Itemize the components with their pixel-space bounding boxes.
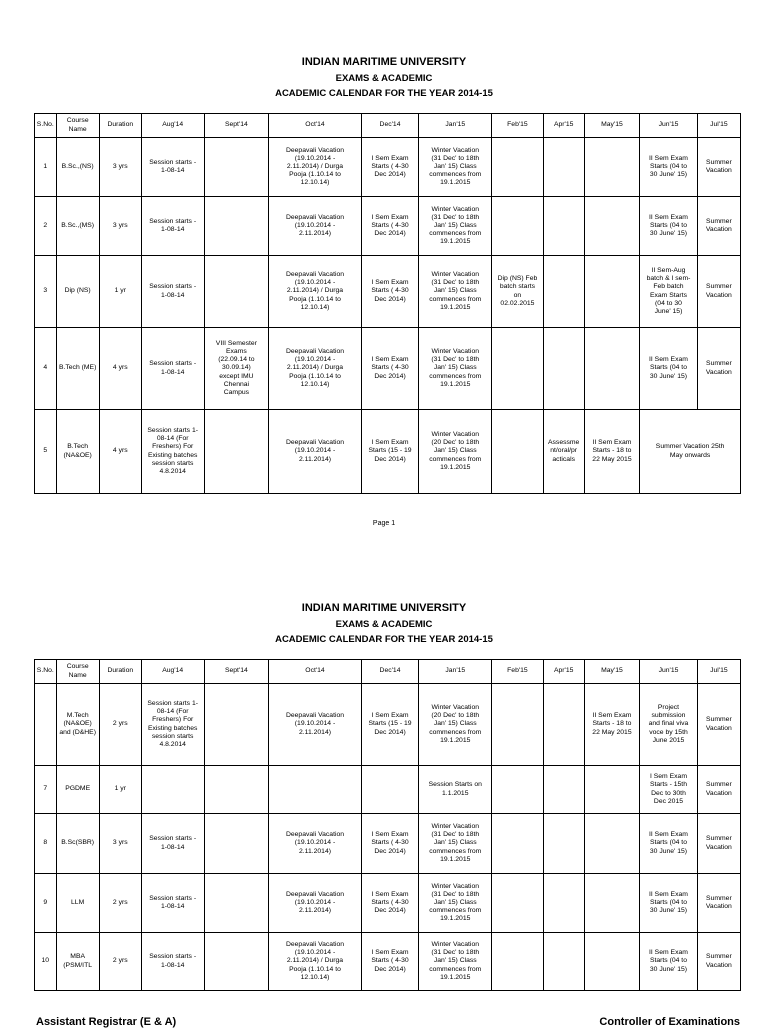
column-header-apr: Apr'15 (543, 660, 584, 684)
cell-sno: 8 (35, 814, 57, 874)
cell-apr (543, 684, 584, 766)
cell-duration: 4 yrs (99, 328, 141, 410)
cell-dec: I Sem Exam Starts ( 4-30 Dec 2014) (361, 256, 419, 328)
cell-course: Dip (NS) (56, 256, 99, 328)
cell-dec: I Sem Exam Starts (15 - 19 Dec 2014) (361, 684, 419, 766)
column-header-jun: Jun'15 (640, 114, 698, 138)
cell-sept (204, 684, 269, 766)
column-header-jan: Jan'15 (419, 114, 492, 138)
cell-sno: 5 (35, 410, 57, 494)
cell-oct: Deepavali Vacation (19.10.2014 - 2.11.2014) / Durga Pooja (1.10.14 to 12.10.14) (269, 933, 361, 991)
cell-jan: Winter Vacation (31 Dec' to 18th Jan' 15) Class commences from 19.1.2015 (419, 256, 492, 328)
calendar-title: ACADEMIC CALENDAR FOR THE YEAR 2014-15 (275, 88, 493, 99)
cell-dec: I Sem Exam Starts (15 - 19 Dec 2014) (361, 410, 419, 494)
cell-oct: Deepavali Vacation (19.10.2014 - 2.11.2014) / Durga Pooja (1.10.14 to 12.10.14) (269, 328, 361, 410)
cell-sno: 1 (35, 138, 57, 197)
cell-aug: Session starts - 1-08-14 (141, 814, 204, 874)
column-header-course: Course Name (56, 660, 99, 684)
cell-sept (204, 138, 269, 197)
cell-oct: Deepavali Vacation (19.10.2014 - 2.11.2014) (269, 197, 361, 256)
cell-apr (543, 328, 584, 410)
cell-aug: Session starts 1- 08-14 (For Freshers) For Existing batches session starts 4.8.2014 (141, 410, 204, 494)
cell-jul: Summer Vacation (697, 874, 740, 933)
cell-aug: Session starts - 1-08-14 (141, 933, 204, 991)
cell-may (584, 328, 639, 410)
table-row (35, 684, 741, 766)
cell-may (584, 197, 639, 256)
cell-sept (204, 256, 269, 328)
column-header-jul: Jul'15 (697, 114, 740, 138)
column-header-oct: Oct'14 (269, 660, 361, 684)
column-header-oct: Oct'14 (269, 114, 361, 138)
cell-jun: II Sem Exam Starts (04 to 30 June' 15) (640, 933, 698, 991)
cell-jul: Summer Vacation (697, 328, 740, 410)
cell-apr (543, 814, 584, 874)
cell-jul: Summer Vacation (697, 766, 740, 814)
cell-may (584, 933, 639, 991)
cell-may (584, 814, 639, 874)
cell-sept (204, 766, 269, 814)
table-row (35, 256, 741, 328)
cell-jan: Winter Vacation (31 Dec' to 18th Jan' 15) Class commences from 19.1.2015 (419, 874, 492, 933)
department-title: EXAMS & ACADEMIC (335, 73, 433, 84)
cell-jan: Session Starts on 1.1.2015 (419, 766, 492, 814)
cell-dec: I Sem Exam Starts ( 4-30 Dec 2014) (361, 933, 419, 991)
column-header-sno: S.No. (35, 114, 57, 138)
column-header-jul: Jul'15 (697, 660, 740, 684)
cell-feb (492, 933, 543, 991)
cell-aug: Session starts - 1-08-14 (141, 138, 204, 197)
cell-may (584, 256, 639, 328)
controller-signature: Controller of Examinations (599, 1016, 740, 1028)
cell-sno: 10 (35, 933, 57, 991)
cell-oct: Deepavali Vacation (19.10.2014 - 2.11.2014) (269, 410, 361, 494)
cell-jun: II Sem Exam Starts (04 to 30 June' 15) (640, 814, 698, 874)
cell-oct (269, 766, 361, 814)
header-row (35, 114, 741, 138)
cell-feb (492, 684, 543, 766)
column-header-apr: Apr'15 (543, 114, 584, 138)
cell-apr (543, 256, 584, 328)
cell-duration: 2 yrs (99, 684, 141, 766)
cell-apr (543, 874, 584, 933)
cell-duration: 2 yrs (99, 874, 141, 933)
cell-may: II Sem Exam Starts - 18 to 22 May 2015 (584, 684, 639, 766)
cell-feb (492, 328, 543, 410)
column-header-sept: Sept'14 (204, 114, 269, 138)
cell-jul: Summer Vacation (697, 933, 740, 991)
cell-apr (543, 138, 584, 197)
cell-feb (492, 874, 543, 933)
column-header-may: May'15 (584, 660, 639, 684)
cell-duration: 3 yrs (99, 138, 141, 197)
cell-oct: Deepavali Vacation (19.10.2014 - 2.11.2014) / Durga Pooja (1.10.14 to 12.10.14) (269, 138, 361, 197)
cell-jun-jul: Summer Vacation 25th May onwards (640, 410, 741, 494)
cell-oct: Deepavali Vacation (19.10.2014 - 2.11.2014) (269, 684, 361, 766)
cell-course: B.Sc.,(NS) (56, 138, 99, 197)
column-header-aug: Aug'14 (141, 114, 204, 138)
cell-may (584, 874, 639, 933)
cell-jan: Winter Vacation (31 Dec' to 18th Jan' 15) Class commences from 19.1.2015 (419, 197, 492, 256)
cell-oct: Deepavali Vacation (19.10.2014 - 2.11.2014) (269, 874, 361, 933)
table-row (35, 814, 741, 874)
column-header-jan: Jan'15 (419, 660, 492, 684)
column-header-sept: Sept'14 (204, 660, 269, 684)
cell-aug (141, 766, 204, 814)
cell-oct: Deepavali Vacation (19.10.2014 - 2.11.2014) / Durga Pooja (1.10.14 to 12.10.14) (269, 256, 361, 328)
cell-jan: Winter Vacation (31 Dec' to 18th Jan' 15) Class commences from 19.1.2015 (419, 138, 492, 197)
column-header-jun: Jun'15 (640, 660, 698, 684)
cell-sno: 7 (35, 766, 57, 814)
cell-jul: Summer Vacation (697, 197, 740, 256)
cell-sno: 3 (35, 256, 57, 328)
cell-apr (543, 766, 584, 814)
column-header-aug: Aug'14 (141, 660, 204, 684)
cell-oct: Deepavali Vacation (19.10.2014 - 2.11.2014) (269, 814, 361, 874)
cell-course: MBA (PSM/ITL (56, 933, 99, 991)
cell-aug: Session starts - 1-08-14 (141, 874, 204, 933)
cell-duration: 3 yrs (99, 814, 141, 874)
cell-may (584, 766, 639, 814)
cell-sno: 9 (35, 874, 57, 933)
cell-apr (543, 197, 584, 256)
cell-sno: 4 (35, 328, 57, 410)
university-title: INDIAN MARITIME UNIVERSITY (301, 56, 467, 68)
cell-jan: Winter Vacation (31 Dec' to 18th Jan' 15) Class commences from 19.1.2015 (419, 814, 492, 874)
table-row (35, 197, 741, 256)
column-header-dec: Dec'14 (361, 660, 419, 684)
cell-jun: II Sem Exam Starts (04 to 30 June' 15) (640, 328, 698, 410)
cell-course: LLM (56, 874, 99, 933)
cell-sno: 2 (35, 197, 57, 256)
cell-course: B.Sc(SBR) (56, 814, 99, 874)
cell-jul: Summer Vacation (697, 256, 740, 328)
calendar-table-page-1 (34, 113, 741, 494)
cell-course: PGDME (56, 766, 99, 814)
cell-aug: Session starts - 1-08-14 (141, 256, 204, 328)
university-title: INDIAN MARITIME UNIVERSITY (301, 602, 467, 614)
cell-feb (492, 197, 543, 256)
column-header-feb: Feb'15 (492, 660, 543, 684)
table-row (35, 328, 741, 410)
cell-jun: Project submission and final viva voce by 15th June 2015 (640, 684, 698, 766)
cell-dec: I Sem Exam Starts ( 4-30 Dec 2014) (361, 874, 419, 933)
assistant-registrar-signature: Assistant Registrar (E & A) (36, 1016, 177, 1028)
cell-sept (204, 410, 269, 494)
cell-may (584, 138, 639, 197)
table-row (35, 410, 741, 494)
cell-apr (543, 933, 584, 991)
cell-course: B.Tech (ME) (56, 328, 99, 410)
table-row (35, 874, 741, 933)
cell-sept (204, 197, 269, 256)
cell-jul: Summer Vacation (697, 684, 740, 766)
cell-aug: Session starts 1- 08-14 (For Freshers) For Existing batches session starts 4.8.2014 (141, 684, 204, 766)
cell-aug: Session starts - 1-08-14 (141, 328, 204, 410)
cell-jan: Winter Vacation (31 Dec' to 18th Jan' 15) Class commences from 19.1.2015 (419, 933, 492, 991)
column-header-may: May'15 (584, 114, 639, 138)
cell-jun: II Sem Exam Starts (04 to 30 June' 15) (640, 197, 698, 256)
cell-jun: I Sem Exam Starts - 15th Dec to 30th Dec 2015 (640, 766, 698, 814)
cell-jan: Winter Vacation (20 Dec' to 18th Jan' 15) Class commences from 19.1.2015 (419, 684, 492, 766)
column-header-sno: S.No. (35, 660, 57, 684)
cell-jul: Summer Vacation (697, 138, 740, 197)
cell-sept (204, 874, 269, 933)
cell-apr: Assessme nt/oral/pr acticals (543, 410, 584, 494)
cell-duration: 1 yr (99, 766, 141, 814)
cell-jun: II Sem-Aug batch & I sem- Feb batch Exam Starts (04 to 30 June' 15) (640, 256, 698, 328)
table-row (35, 138, 741, 197)
cell-jun: II Sem Exam Starts (04 to 30 June' 15) (640, 138, 698, 197)
cell-sept: VIII Semester Exams (22.09.14 to 30.09.14) except IMU Chennai Campus (204, 328, 269, 410)
column-header-duration: Duration (99, 660, 141, 684)
table-row (35, 933, 741, 991)
cell-dec (361, 766, 419, 814)
cell-jan: Winter Vacation (31 Dec' to 18th Jan' 15) Class commences from 19.1.2015 (419, 328, 492, 410)
cell-duration: 1 yr (99, 256, 141, 328)
cell-duration: 2 yrs (99, 933, 141, 991)
column-header-course: Course Name (56, 114, 99, 138)
page-number: Page 1 (372, 520, 396, 527)
table-row (35, 766, 741, 814)
column-header-feb: Feb'15 (492, 114, 543, 138)
cell-course: B.Tech (NA&OE) (56, 410, 99, 494)
cell-dec: I Sem Exam Starts ( 4-30 Dec 2014) (361, 197, 419, 256)
calendar-title: ACADEMIC CALENDAR FOR THE YEAR 2014-15 (275, 634, 493, 645)
column-header-duration: Duration (99, 114, 141, 138)
cell-dec: I Sem Exam Starts ( 4-30 Dec 2014) (361, 814, 419, 874)
column-header-dec: Dec'14 (361, 114, 419, 138)
cell-jul: Summer Vacation (697, 814, 740, 874)
calendar-table-page-2 (34, 659, 741, 991)
cell-course: B.Sc.,(MS) (56, 197, 99, 256)
cell-sept (204, 933, 269, 991)
cell-feb (492, 766, 543, 814)
cell-dec: I Sem Exam Starts ( 4-30 Dec 2014) (361, 328, 419, 410)
cell-may: II Sem Exam Starts - 18 to 22 May 2015 (584, 410, 639, 494)
cell-dec: I Sem Exam Starts ( 4-30 Dec 2014) (361, 138, 419, 197)
cell-feb (492, 138, 543, 197)
cell-jan: Winter Vacation (20 Dec' to 18th Jan' 15) Class commences from 19.1.2015 (419, 410, 492, 494)
department-title: EXAMS & ACADEMIC (335, 619, 433, 630)
cell-sno (35, 684, 57, 766)
cell-aug: Session starts - 1-08-14 (141, 197, 204, 256)
cell-jun: II Sem Exam Starts (04 to 30 June' 15) (640, 874, 698, 933)
cell-feb: Dip (NS) Feb batch starts on 02.02.2015 (492, 256, 543, 328)
cell-duration: 3 yrs (99, 197, 141, 256)
cell-sept (204, 814, 269, 874)
header-row (35, 660, 741, 684)
cell-duration: 4 yrs (99, 410, 141, 494)
cell-feb (492, 814, 543, 874)
cell-course: M.Tech (NA&OE) and (D&HE) (56, 684, 99, 766)
cell-feb (492, 410, 543, 494)
